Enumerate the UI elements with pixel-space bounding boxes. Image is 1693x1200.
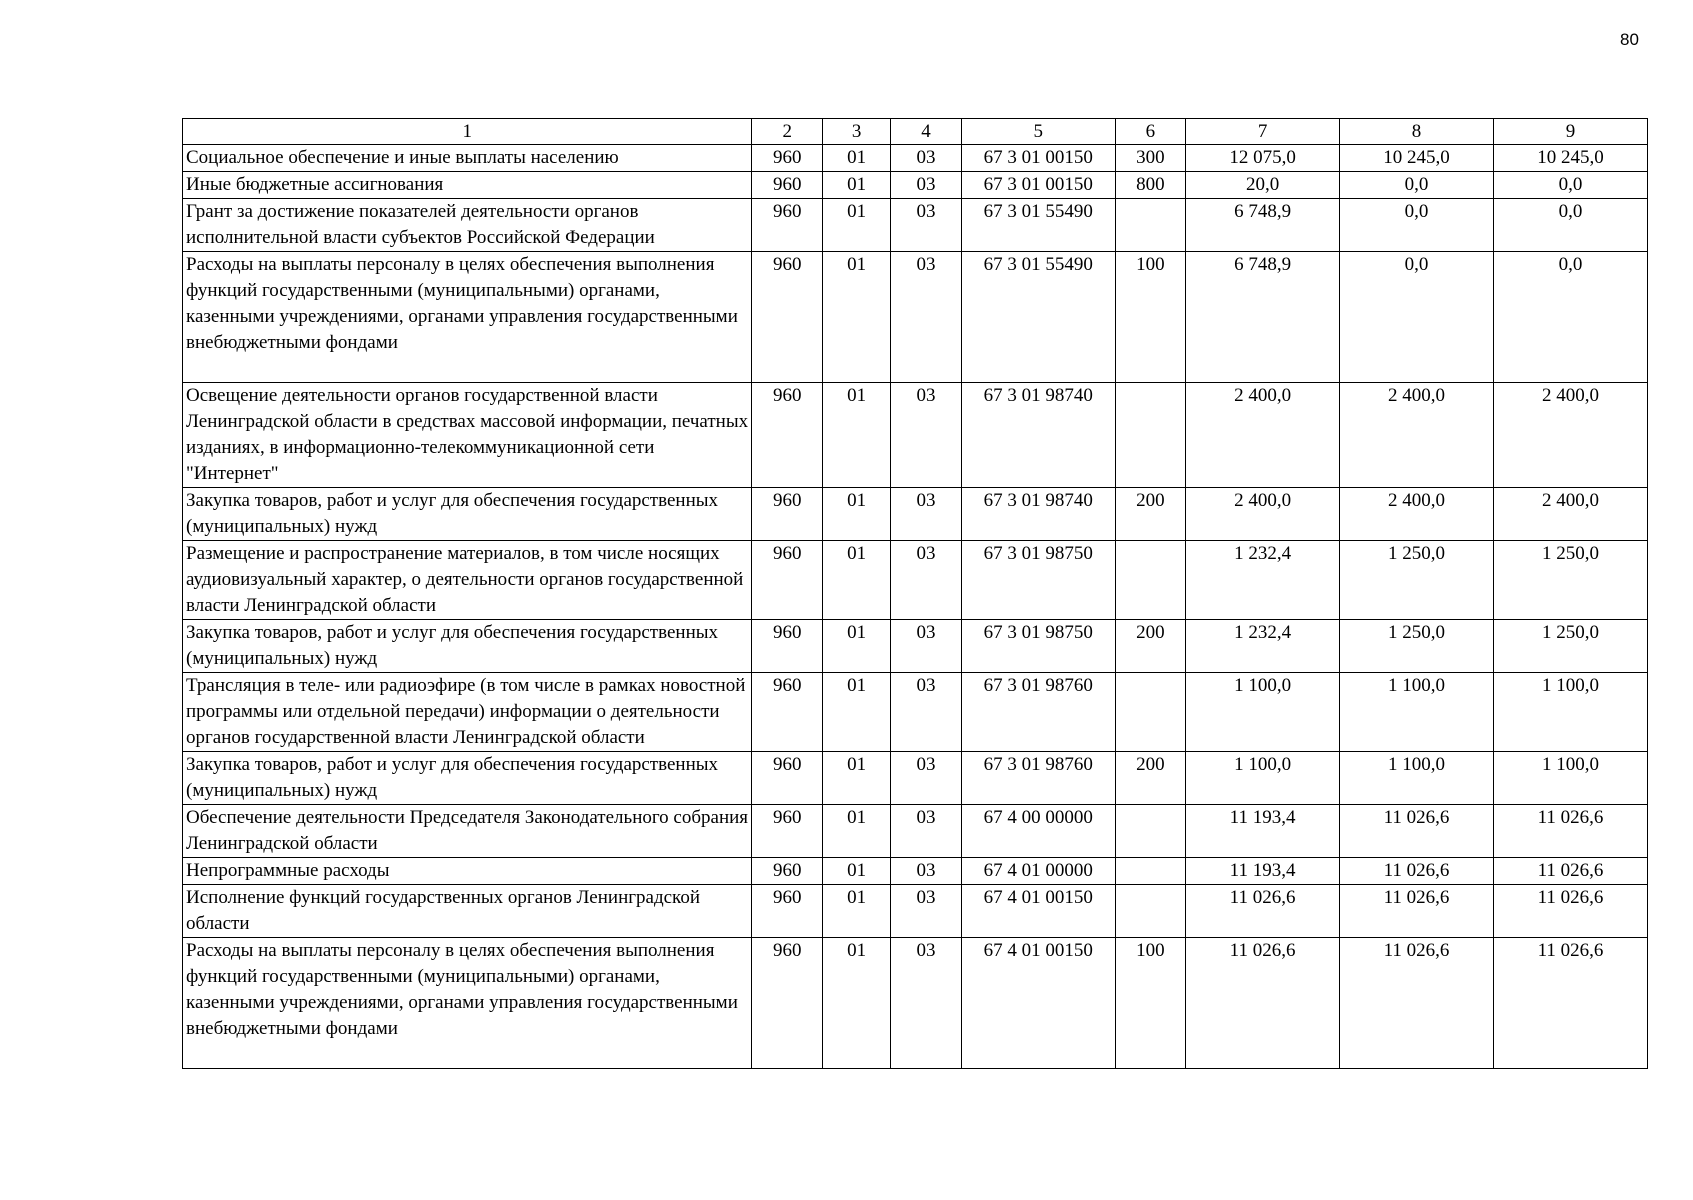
column-header: 2 [752, 119, 822, 145]
row-name: Закупка товаров, работ и услуг для обеспечения государственных (муниципальных) нужд [183, 752, 752, 805]
cell-c5: 67 4 01 00150 [961, 885, 1115, 938]
cell-c5: 67 3 01 98760 [961, 673, 1115, 752]
column-header: 8 [1340, 119, 1494, 145]
cell-c6 [1115, 541, 1185, 620]
table-row [183, 858, 1648, 885]
cell-c4: 03 [891, 752, 961, 805]
cell-c9: 2 400,0 [1493, 488, 1647, 541]
table-row [183, 805, 1648, 858]
cell-c8: 0,0 [1340, 172, 1494, 199]
cell-c6 [1115, 885, 1185, 938]
table-row [183, 199, 1648, 252]
column-header: 3 [822, 119, 890, 145]
cell-c2: 960 [752, 488, 822, 541]
cell-c8: 2 400,0 [1340, 383, 1494, 488]
cell-c5: 67 3 01 98750 [961, 541, 1115, 620]
cell-c3: 01 [822, 885, 890, 938]
cell-c6 [1115, 858, 1185, 885]
row-name: Социальное обеспечение и иные выплаты населению [183, 145, 752, 172]
cell-c2: 960 [752, 252, 822, 383]
cell-c2: 960 [752, 885, 822, 938]
cell-c4: 03 [891, 805, 961, 858]
cell-c3: 01 [822, 673, 890, 752]
cell-c3: 01 [822, 938, 890, 1069]
cell-c3: 01 [822, 858, 890, 885]
budget-table [182, 118, 1648, 1069]
cell-c9: 1 250,0 [1493, 620, 1647, 673]
row-name: Освещение деятельности органов государственной власти Ленинградской области в средствах массовой информации, печатных изданиях, в информационно-телекоммуникационной сети "Интернет" [183, 383, 752, 488]
cell-c9: 2 400,0 [1493, 383, 1647, 488]
table-row [183, 752, 1648, 805]
cell-c5: 67 3 01 55490 [961, 199, 1115, 252]
cell-c3: 01 [822, 805, 890, 858]
cell-c5: 67 3 01 00150 [961, 172, 1115, 199]
cell-c8: 0,0 [1340, 252, 1494, 383]
cell-c8: 1 100,0 [1340, 673, 1494, 752]
column-header: 1 [183, 119, 752, 145]
cell-c4: 03 [891, 488, 961, 541]
cell-c3: 01 [822, 383, 890, 488]
cell-c6 [1115, 383, 1185, 488]
cell-c4: 03 [891, 858, 961, 885]
row-name: Исполнение функций государственных органов Ленинградской области [183, 885, 752, 938]
cell-c7: 2 400,0 [1186, 383, 1340, 488]
table-row [183, 383, 1648, 488]
cell-c3: 01 [822, 541, 890, 620]
cell-c7: 6 748,9 [1186, 199, 1340, 252]
cell-c6: 800 [1115, 172, 1185, 199]
row-name: Трансляция в теле- или радиоэфире (в том числе в рамках новостной программы или отдельной передачи) информации о деятельности органов государственной власти Ленинградской области [183, 673, 752, 752]
cell-c4: 03 [891, 252, 961, 383]
cell-c7: 1 100,0 [1186, 673, 1340, 752]
cell-c5: 67 4 01 00000 [961, 858, 1115, 885]
cell-c8: 11 026,6 [1340, 938, 1494, 1069]
table-row [183, 673, 1648, 752]
cell-c2: 960 [752, 199, 822, 252]
cell-c5: 67 3 01 55490 [961, 252, 1115, 383]
cell-c3: 01 [822, 488, 890, 541]
cell-c7: 20,0 [1186, 172, 1340, 199]
cell-c3: 01 [822, 172, 890, 199]
cell-c5: 67 3 01 98760 [961, 752, 1115, 805]
cell-c4: 03 [891, 938, 961, 1069]
cell-c4: 03 [891, 620, 961, 673]
cell-c9: 11 026,6 [1493, 805, 1647, 858]
cell-c2: 960 [752, 673, 822, 752]
cell-c2: 960 [752, 172, 822, 199]
cell-c2: 960 [752, 938, 822, 1069]
row-name: Расходы на выплаты персоналу в целях обеспечения выполнения функций государственными (муниципальными) органами, казенными учреждениями, органами управления государственными внебюджетными фондами [183, 938, 752, 1069]
cell-c2: 960 [752, 541, 822, 620]
cell-c6 [1115, 673, 1185, 752]
cell-c6: 200 [1115, 752, 1185, 805]
cell-c6: 200 [1115, 620, 1185, 673]
cell-c5: 67 3 01 98740 [961, 383, 1115, 488]
cell-c4: 03 [891, 199, 961, 252]
cell-c5: 67 4 00 00000 [961, 805, 1115, 858]
cell-c9: 0,0 [1493, 199, 1647, 252]
cell-c5: 67 3 01 98740 [961, 488, 1115, 541]
table-row [183, 172, 1648, 199]
cell-c2: 960 [752, 805, 822, 858]
cell-c6: 200 [1115, 488, 1185, 541]
cell-c3: 01 [822, 752, 890, 805]
cell-c9: 0,0 [1493, 172, 1647, 199]
cell-c8: 2 400,0 [1340, 488, 1494, 541]
page-number: 80 [1620, 30, 1639, 49]
table-row [183, 488, 1648, 541]
cell-c9: 11 026,6 [1493, 858, 1647, 885]
cell-c4: 03 [891, 673, 961, 752]
cell-c8: 11 026,6 [1340, 885, 1494, 938]
column-header: 7 [1186, 119, 1340, 145]
cell-c6 [1115, 199, 1185, 252]
cell-c8: 11 026,6 [1340, 858, 1494, 885]
cell-c9: 1 250,0 [1493, 541, 1647, 620]
cell-c6: 100 [1115, 938, 1185, 1069]
cell-c9: 0,0 [1493, 252, 1647, 383]
cell-c7: 1 232,4 [1186, 620, 1340, 673]
table-row [183, 541, 1648, 620]
cell-c5: 67 3 01 98750 [961, 620, 1115, 673]
cell-c4: 03 [891, 885, 961, 938]
row-name: Непрограммные расходы [183, 858, 752, 885]
cell-c7: 1 232,4 [1186, 541, 1340, 620]
cell-c2: 960 [752, 383, 822, 488]
cell-c6: 100 [1115, 252, 1185, 383]
cell-c9: 1 100,0 [1493, 752, 1647, 805]
column-header: 6 [1115, 119, 1185, 145]
column-header: 9 [1493, 119, 1647, 145]
cell-c7: 12 075,0 [1186, 145, 1340, 172]
cell-c6: 300 [1115, 145, 1185, 172]
table-row [183, 885, 1648, 938]
cell-c7: 6 748,9 [1186, 252, 1340, 383]
cell-c8: 11 026,6 [1340, 805, 1494, 858]
cell-c3: 01 [822, 199, 890, 252]
table-row [183, 252, 1648, 383]
row-name: Иные бюджетные ассигнования [183, 172, 752, 199]
cell-c2: 960 [752, 752, 822, 805]
cell-c5: 67 3 01 00150 [961, 145, 1115, 172]
cell-c4: 03 [891, 383, 961, 488]
cell-c7: 11 193,4 [1186, 858, 1340, 885]
table-row [183, 938, 1648, 1069]
column-header: 5 [961, 119, 1115, 145]
cell-c9: 10 245,0 [1493, 145, 1647, 172]
row-name: Обеспечение деятельности Председателя Законодательного собрания Ленинградской области [183, 805, 752, 858]
cell-c7: 11 026,6 [1186, 938, 1340, 1069]
cell-c7: 11 193,4 [1186, 805, 1340, 858]
row-name: Грант за достижение показателей деятельности органов исполнительной власти субъектов Российской Федерации [183, 199, 752, 252]
table-row [183, 145, 1648, 172]
cell-c8: 10 245,0 [1340, 145, 1494, 172]
cell-c8: 0,0 [1340, 199, 1494, 252]
cell-c3: 01 [822, 620, 890, 673]
row-name: Расходы на выплаты персоналу в целях обеспечения выполнения функций государственными (муниципальными) органами, казенными учреждениями, органами управления государственными внебюджетными фондами [183, 252, 752, 383]
cell-c4: 03 [891, 541, 961, 620]
cell-c4: 03 [891, 172, 961, 199]
cell-c3: 01 [822, 252, 890, 383]
cell-c8: 1 250,0 [1340, 541, 1494, 620]
header-row [183, 119, 1648, 145]
cell-c8: 1 250,0 [1340, 620, 1494, 673]
row-name: Закупка товаров, работ и услуг для обеспечения государственных (муниципальных) нужд [183, 620, 752, 673]
cell-c7: 2 400,0 [1186, 488, 1340, 541]
cell-c2: 960 [752, 145, 822, 172]
cell-c7: 11 026,6 [1186, 885, 1340, 938]
row-name: Закупка товаров, работ и услуг для обеспечения государственных (муниципальных) нужд [183, 488, 752, 541]
cell-c7: 1 100,0 [1186, 752, 1340, 805]
cell-c9: 1 100,0 [1493, 673, 1647, 752]
cell-c2: 960 [752, 620, 822, 673]
column-header: 4 [891, 119, 961, 145]
row-name: Размещение и распространение материалов, в том числе носящих аудиовизуальный характер, о деятельности органов государственной власти Ленинградской области [183, 541, 752, 620]
cell-c6 [1115, 805, 1185, 858]
cell-c9: 11 026,6 [1493, 938, 1647, 1069]
table-row [183, 620, 1648, 673]
cell-c4: 03 [891, 145, 961, 172]
cell-c5: 67 4 01 00150 [961, 938, 1115, 1069]
cell-c9: 11 026,6 [1493, 885, 1647, 938]
cell-c3: 01 [822, 145, 890, 172]
cell-c8: 1 100,0 [1340, 752, 1494, 805]
cell-c2: 960 [752, 858, 822, 885]
